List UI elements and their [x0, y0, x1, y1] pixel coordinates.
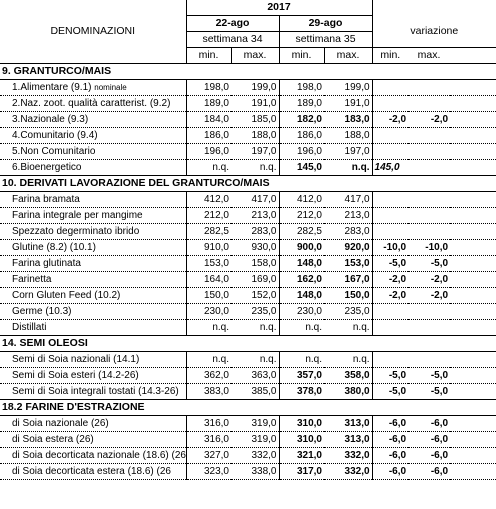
variation-min: -6,0	[372, 464, 408, 480]
table-row	[0, 304, 496, 320]
value-max-w1: 188,0	[231, 128, 279, 144]
variation-min: -5,0	[372, 384, 408, 400]
header-max-2: max.	[324, 48, 372, 64]
value-min-w1: 184,0	[186, 112, 231, 128]
row-name: Farina integrale per mangime	[12, 210, 143, 221]
table-row	[0, 96, 496, 112]
value-min-w1: 198,0	[186, 80, 231, 96]
variation-min	[372, 352, 408, 368]
value-min-w2: 378,0	[279, 384, 324, 400]
variation-max: -6,0	[408, 464, 450, 480]
variation-max	[408, 192, 450, 208]
variation-min: -5,0	[372, 256, 408, 272]
value-min-w1: n.q.	[186, 160, 231, 176]
value-min-w1: 282,5	[186, 224, 231, 240]
variation-max: -5,0	[408, 384, 450, 400]
section-header	[0, 336, 496, 352]
value-max-w2: n.q.	[324, 352, 372, 368]
table-row	[0, 432, 496, 448]
table-row	[0, 320, 496, 336]
row-name: di Soia nazionale (26)	[12, 418, 109, 429]
row-name: Farinetta	[12, 274, 52, 285]
variation-min: -6,0	[372, 432, 408, 448]
variation-min: -5,0	[372, 368, 408, 384]
table-row	[0, 192, 496, 208]
value-max-w1: 385,0	[231, 384, 279, 400]
value-min-w2: 310,0	[279, 416, 324, 432]
section-header	[0, 400, 496, 416]
value-max-w2: 153,0	[324, 256, 372, 272]
variation-min: -2,0	[372, 112, 408, 128]
value-min-w2: n.q.	[279, 352, 324, 368]
value-min-w1: 164,0	[186, 272, 231, 288]
value-max-w2: 188,0	[324, 128, 372, 144]
table-row	[0, 416, 496, 432]
value-max-w2: 332,0	[324, 464, 372, 480]
variation-max	[408, 208, 450, 224]
variation-max	[408, 352, 450, 368]
row-name: Semi di Soia nazionali (14.1)	[12, 354, 140, 365]
value-max-w1: 319,0	[231, 416, 279, 432]
table-row	[0, 224, 496, 240]
value-max-w1: 199,0	[231, 80, 279, 96]
value-max-w2: 283,0	[324, 224, 372, 240]
table-row	[0, 160, 496, 176]
header-min-var: min.	[372, 48, 408, 64]
variation-max	[408, 224, 450, 240]
row-label	[0, 256, 186, 272]
variation-max	[408, 144, 450, 160]
row-name: Germe (10.3)	[12, 306, 72, 317]
value-max-w2: 313,0	[324, 432, 372, 448]
row-label	[0, 192, 186, 208]
value-min-w1: 412,0	[186, 192, 231, 208]
variation-min	[372, 208, 408, 224]
table-row	[0, 272, 496, 288]
header-date-2: 29-ago	[279, 16, 372, 32]
header-date-1: 22-ago	[186, 16, 279, 32]
row-name: 2.Naz. zoot. qualità caratterist. (9.2)	[12, 98, 171, 109]
value-min-w2: 357,0	[279, 368, 324, 384]
variation-min: -10,0	[372, 240, 408, 256]
value-max-w1: 417,0	[231, 192, 279, 208]
value-min-w2: 148,0	[279, 288, 324, 304]
variation-min	[372, 320, 408, 336]
variation-min	[372, 144, 408, 160]
value-max-w2: 199,0	[324, 80, 372, 96]
table-row	[0, 240, 496, 256]
value-min-w2: 230,0	[279, 304, 324, 320]
value-max-w1: 363,0	[231, 368, 279, 384]
row-label	[0, 352, 186, 368]
row-label	[0, 80, 186, 96]
variation-max: -6,0	[408, 432, 450, 448]
section-title: 9. GRANTURCO/MAIS	[0, 64, 186, 80]
value-max-w1: 235,0	[231, 304, 279, 320]
variation-max: -6,0	[408, 416, 450, 432]
value-min-w2: 162,0	[279, 272, 324, 288]
row-name: di Soia decorticata estera (18.6) (26	[12, 466, 171, 477]
value-max-w1: 158,0	[231, 256, 279, 272]
value-min-w1: 323,0	[186, 464, 231, 480]
value-min-w2: 145,0	[279, 160, 324, 176]
row-name: 1.Alimentare (9.1)	[12, 82, 92, 93]
row-label	[0, 384, 186, 400]
header-max-1: max.	[231, 48, 279, 64]
variation-max	[408, 160, 450, 176]
row-name: di Soia decorticata nazionale (18.6) (26	[12, 450, 186, 461]
row-label	[0, 272, 186, 288]
value-min-w2: 182,0	[279, 112, 324, 128]
row-name: Glutine (8.2) (10.1)	[12, 242, 96, 253]
value-min-w1: 327,0	[186, 448, 231, 464]
value-max-w1: 152,0	[231, 288, 279, 304]
value-max-w2: 191,0	[324, 96, 372, 112]
value-max-w2: 380,0	[324, 384, 372, 400]
value-max-w2: 213,0	[324, 208, 372, 224]
variation-max	[408, 80, 450, 96]
value-min-w2: n.q.	[279, 320, 324, 336]
row-label	[0, 288, 186, 304]
variation-min: -2,0	[372, 288, 408, 304]
value-max-w2: n.q.	[324, 160, 372, 176]
variation-min	[372, 80, 408, 96]
table-row	[0, 208, 496, 224]
value-min-w1: n.q.	[186, 352, 231, 368]
row-label	[0, 144, 186, 160]
value-max-w1: 319,0	[231, 432, 279, 448]
header-week-2: settimana 35	[279, 32, 372, 48]
table-row	[0, 448, 496, 464]
row-label	[0, 112, 186, 128]
value-max-w2: 920,0	[324, 240, 372, 256]
value-max-w2: n.q.	[324, 320, 372, 336]
value-min-w1: 196,0	[186, 144, 231, 160]
row-name: Semi di Soia esteri (14.2-26)	[12, 370, 139, 381]
value-min-w1: 383,0	[186, 384, 231, 400]
table-row	[0, 368, 496, 384]
row-label	[0, 432, 186, 448]
variation-max: -10,0	[408, 240, 450, 256]
value-min-w2: 186,0	[279, 128, 324, 144]
row-name: Spezzato degerminato ibrido	[12, 226, 140, 237]
variation-min: -2,0	[372, 272, 408, 288]
row-name: Distillati	[12, 322, 47, 333]
value-max-w2: 183,0	[324, 112, 372, 128]
row-name: Corn Gluten Feed (10.2)	[12, 290, 121, 301]
section-title: 10. DERIVATI LAVORAZIONE DEL GRANTURCO/MAIS	[0, 176, 186, 192]
value-max-w1: 332,0	[231, 448, 279, 464]
value-max-w1: 197,0	[231, 144, 279, 160]
table-row	[0, 288, 496, 304]
header-year: 2017	[186, 0, 372, 16]
value-min-w2: 148,0	[279, 256, 324, 272]
variation-min	[372, 192, 408, 208]
value-max-w2: 235,0	[324, 304, 372, 320]
value-min-w2: 412,0	[279, 192, 324, 208]
value-min-w1: 212,0	[186, 208, 231, 224]
value-max-w2: 332,0	[324, 448, 372, 464]
variation-max: -2,0	[408, 272, 450, 288]
value-min-w2: 212,0	[279, 208, 324, 224]
header-denominazioni: DENOMINAZIONI	[50, 25, 136, 37]
value-max-w1: 169,0	[231, 272, 279, 288]
variation-min: -6,0	[372, 448, 408, 464]
variation-max: -5,0	[408, 368, 450, 384]
value-min-w2: 189,0	[279, 96, 324, 112]
value-min-w1: 316,0	[186, 416, 231, 432]
value-min-w2: 900,0	[279, 240, 324, 256]
value-max-w1: n.q.	[231, 160, 279, 176]
table-row	[0, 464, 496, 480]
value-max-w2: 313,0	[324, 416, 372, 432]
value-max-w2: 167,0	[324, 272, 372, 288]
variation-max	[408, 128, 450, 144]
value-max-w1: 191,0	[231, 96, 279, 112]
variation-min: -6,0	[372, 416, 408, 432]
value-max-w1: 283,0	[231, 224, 279, 240]
value-min-w1: 189,0	[186, 96, 231, 112]
variation-min	[372, 224, 408, 240]
variation-min	[372, 304, 408, 320]
value-min-w1: 362,0	[186, 368, 231, 384]
row-label	[0, 96, 186, 112]
row-name: Farina bramata	[12, 194, 80, 205]
header-min-2: min.	[279, 48, 324, 64]
value-min-w1: 910,0	[186, 240, 231, 256]
row-label	[0, 128, 186, 144]
table-row	[0, 128, 496, 144]
row-label	[0, 304, 186, 320]
value-min-w2: 282,5	[279, 224, 324, 240]
row-label	[0, 448, 186, 464]
row-label	[0, 224, 186, 240]
variation-min: 145,0	[372, 160, 408, 176]
variation-max	[408, 304, 450, 320]
row-label	[0, 320, 186, 336]
value-min-w1: 186,0	[186, 128, 231, 144]
variation-min	[372, 128, 408, 144]
value-min-w1: 230,0	[186, 304, 231, 320]
value-max-w1: 185,0	[231, 112, 279, 128]
row-label	[0, 416, 186, 432]
section-header	[0, 64, 496, 80]
value-min-w2: 310,0	[279, 432, 324, 448]
header-min-1: min.	[186, 48, 231, 64]
section-title: 18.2 FARINE D'ESTRAZIONE	[0, 400, 186, 416]
table-row	[0, 352, 496, 368]
section-title: 14. SEMI OLEOSI	[0, 336, 186, 352]
value-min-w2: 317,0	[279, 464, 324, 480]
variation-max: -2,0	[408, 112, 450, 128]
value-max-w2: 417,0	[324, 192, 372, 208]
value-min-w1: 316,0	[186, 432, 231, 448]
value-min-w2: 196,0	[279, 144, 324, 160]
value-min-w1: 153,0	[186, 256, 231, 272]
value-min-w2: 321,0	[279, 448, 324, 464]
value-max-w2: 150,0	[324, 288, 372, 304]
variation-max	[408, 320, 450, 336]
row-label	[0, 464, 186, 480]
value-min-w1: n.q.	[186, 320, 231, 336]
value-max-w2: 358,0	[324, 368, 372, 384]
value-max-w1: 213,0	[231, 208, 279, 224]
section-header	[0, 176, 496, 192]
table-row	[0, 112, 496, 128]
row-name: di Soia estera (26)	[12, 434, 94, 445]
row-name: 4.Comunitario (9.4)	[12, 130, 98, 141]
header-variazione: variazione	[372, 16, 496, 48]
row-label	[0, 208, 186, 224]
value-max-w1: 930,0	[231, 240, 279, 256]
variation-max: -5,0	[408, 256, 450, 272]
row-name: 5.Non Comunitario	[12, 146, 96, 157]
row-name: 3.Nazionale (9.3)	[12, 114, 89, 125]
value-max-w1: 338,0	[231, 464, 279, 480]
variation-max: -6,0	[408, 448, 450, 464]
table-row	[0, 384, 496, 400]
row-name: 6.Bioenergetico	[12, 162, 82, 173]
value-max-w2: 197,0	[324, 144, 372, 160]
variation-min	[372, 96, 408, 112]
row-name: Semi di Soia integrali tostati (14.3-26)	[12, 386, 179, 397]
row-label	[0, 240, 186, 256]
row-label	[0, 160, 186, 176]
row-label	[0, 368, 186, 384]
variation-max	[408, 96, 450, 112]
value-min-w1: 150,0	[186, 288, 231, 304]
header-max-var: max.	[408, 48, 450, 64]
table-row	[0, 80, 496, 96]
row-note: nominale	[94, 83, 127, 92]
header-week-1: settimana 34	[186, 32, 279, 48]
value-max-w1: n.q.	[231, 352, 279, 368]
table-row	[0, 144, 496, 160]
value-max-w1: n.q.	[231, 320, 279, 336]
table-row	[0, 256, 496, 272]
value-min-w2: 198,0	[279, 80, 324, 96]
variation-max: -2,0	[408, 288, 450, 304]
row-name: Farina glutinata	[12, 258, 81, 269]
